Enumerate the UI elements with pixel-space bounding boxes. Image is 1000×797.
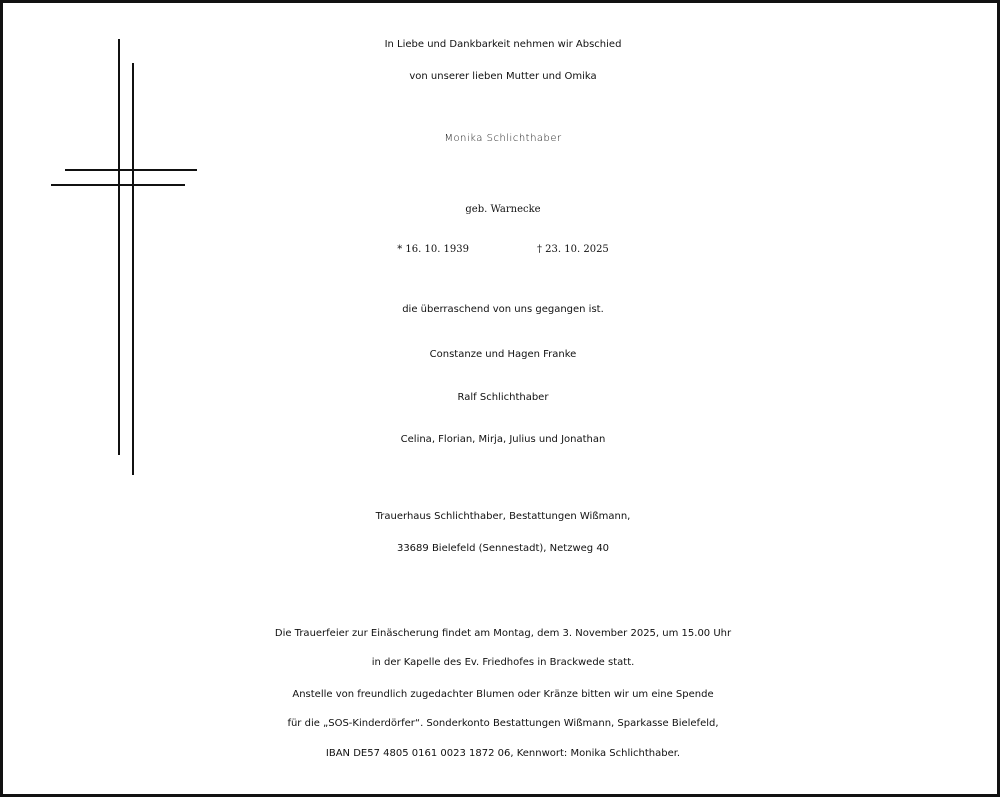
donation-line-1: Anstelle von freundlich zugedachter Blumen oder Kränze bitten wir um eine Spende [292,689,714,700]
funeral-home-line-1: Trauerhaus Schlichthaber, Bestattungen Wißmann, [375,511,631,522]
service-line-1: Die Trauerfeier zur Einäscherung findet am Montag, dem 3. November 2025, um 15.00 Uhr [274,628,732,639]
donation-line-3: IBAN DE57 4805 0161 0023 1872 06, Kennwort: Monika Schlichthaber. [325,748,681,759]
family-line-3: Celina, Florian, Mirja, Julius und Jonathan [400,434,606,445]
donation-line-2: für die „SOS-Kinderdörfer“. Sonderkonto Bestattungen Wißmann, Sparkasse Bielefeld, [287,718,719,729]
death-date: † 23. 10. 2025 [537,244,609,255]
birth-name: geb. Warnecke [465,204,541,215]
funeral-home-line-2: 33689 Bielefeld (Sennestadt), Netzweg 40 [396,543,610,554]
passed-line: die überraschend von uns gegangen ist. [402,304,604,315]
family-line-1: Constanze und Hagen Franke [429,349,577,360]
family-line-2: Ralf Schlichthaber [457,392,549,403]
intro-line-1: In Liebe und Dankbarkeit nehmen wir Abschied [384,39,622,50]
deceased-name: Monika Schlichthaber [444,133,562,144]
birth-date: * 16. 10. 1939 [397,244,469,255]
intro-line-2: von unserer lieben Mutter und Omika [409,71,597,82]
service-line-2: in der Kapelle des Ev. Friedhofes in Brackwede statt. [371,657,635,668]
life-dates [3,244,1000,255]
